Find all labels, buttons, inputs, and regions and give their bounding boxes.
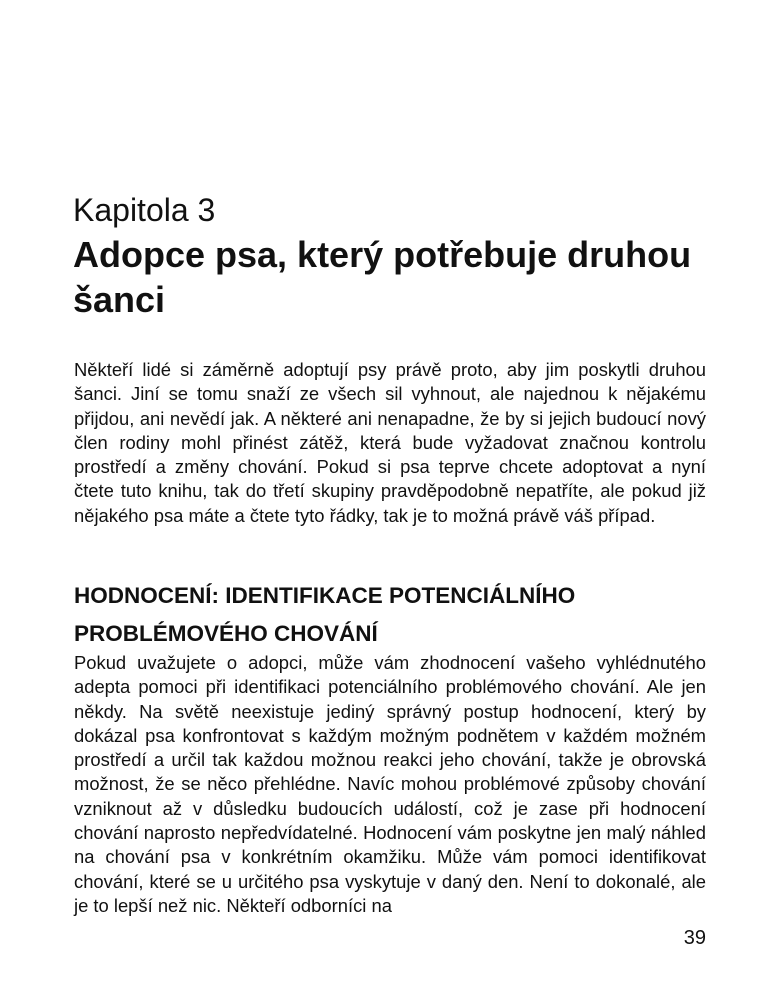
chapter-label: Kapitola 3 bbox=[73, 192, 216, 228]
page-number: 39 bbox=[683, 927, 706, 949]
section-heading: HODNOCENÍ: IDENTIFIKACE POTENCIÁLNÍHO PROBLÉMOVÉHO CHOVÁNÍ bbox=[74, 583, 576, 646]
chapter-title: Adopce psa, který potřebuje druhou šanci bbox=[73, 234, 692, 320]
section-paragraph: Pokud uvažujete o adopci, může vám zhodnocení vašeho vyhlédnutého adepta pomoci při identifikaci potenciálního problémového chování. Ale jen někdy. Na světě neexistuje jediný správný postup hodnocení, který by dokázal psa konfrontovat s každým možným podnětem v každém možném prostředí a určil tak každou možnou reakci jeho chování, takže je obrovská možnost, že se něco přehlédne. Navíc mohou problémové způsoby chování vzniknout až v důsledku budoucích událostí, což je zase při hodnocení chování naprosto nepředvídatelné. Hodnocení vám poskytne jen malý náhled na chování psa v konkrétním okamžiku. Může vám pomoci identifikovat chování, které se u určitého psa vyskytuje v daný den. Není to dokonalé, ale je to lepší než nic. Někteří odborníci na bbox=[74, 652, 706, 916]
intro-paragraph: Někteří lidé si záměrně adoptují psy právě proto, aby jim poskytli druhou šanci. Jiní se tomu snaží ze všech sil vyhnout, ale najednou k nějakému přijdou, ani nevědí jak. A některé ani nenapadne, že by si jejich budoucí nový člen rodiny mohl přinést zátěž, která bude vyžadovat značnou kontrolu prostředí a změny chování. Pokud si psa teprve chcete adoptovat a nyní čtete tuto knihu, tak do třetí skupiny pravděpodobně nepatříte, ale pokud již nějakého psa máte a čtete tyto řádky, tak je to možná právě váš případ. bbox=[74, 359, 706, 526]
